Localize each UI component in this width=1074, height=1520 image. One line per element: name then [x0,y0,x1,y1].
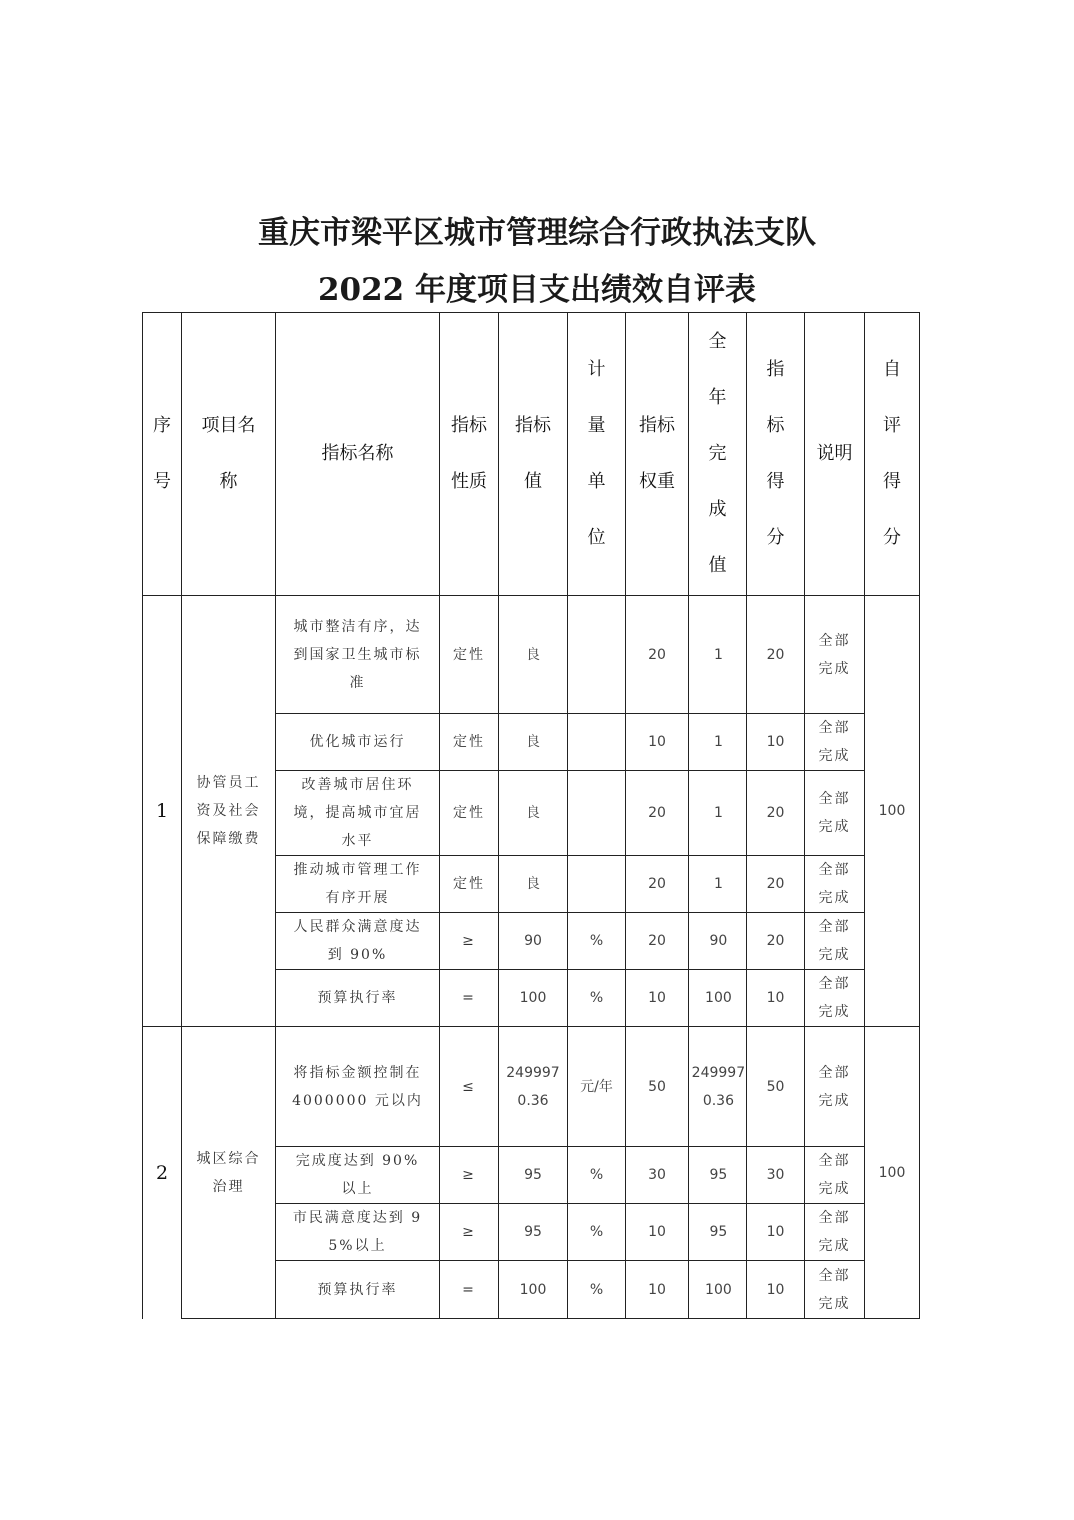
self-score-cell: 100 [865,596,920,1027]
indicator-value-cell: 100 [499,1261,568,1319]
weight-cell: 20 [626,771,689,856]
header-indicator-score: 指标得分 [747,313,805,596]
indicator-name-cell: 优化城市运行 [276,714,440,771]
description-cell: 全部完成 [805,1027,865,1147]
indicator-score-cell: 10 [747,714,805,771]
unit-cell: 元/年 [568,1027,626,1147]
weight-cell: 50 [626,1027,689,1147]
description-cell: 全部完成 [805,856,865,913]
weight-cell: 30 [626,1147,689,1204]
header-description: 说明 [805,313,865,596]
performance-evaluation-table [142,312,920,1319]
indicator-nature-cell: ≥ [440,1204,499,1261]
description-cell: 全部完成 [805,771,865,856]
header-indicator-value: 指标值 [499,313,568,596]
indicator-nature-cell: ≥ [440,913,499,970]
annual-completion-cell: 1 [689,856,747,913]
description-cell: 全部完成 [805,1204,865,1261]
annual-completion-cell: 1 [689,714,747,771]
indicator-nature-cell: = [440,1261,499,1319]
indicator-score-cell: 50 [747,1027,805,1147]
unit-cell: % [568,1204,626,1261]
indicator-name-cell: 改善城市居住环境，提高城市宜居水平 [276,771,440,856]
weight-cell: 20 [626,913,689,970]
annual-completion-cell: 100 [689,1261,747,1319]
seq-cell: 1 [143,596,182,1027]
indicator-value-cell: 90 [499,913,568,970]
document-title-line2: 2022 年度项目支出绩效自评表 [317,272,757,308]
description-cell: 全部完成 [805,970,865,1027]
indicator-nature-cell: ≥ [440,1147,499,1204]
header-indicator-name: 指标名称 [276,313,440,596]
indicator-nature-cell: 定性 [440,856,499,913]
indicator-score-cell: 20 [747,596,805,714]
indicator-name-cell: 城市整洁有序，达到国家卫生城市标准 [276,596,440,714]
unit-cell [568,596,626,714]
annual-completion-cell: 100 [689,970,747,1027]
indicator-score-cell: 10 [747,1261,805,1319]
indicator-nature-cell: = [440,970,499,1027]
header-unit: 计量单位 [568,313,626,596]
project-name-cell: 协管员工资及社会保障缴费 [182,596,276,1027]
description-cell: 全部完成 [805,596,865,714]
indicator-score-cell: 10 [747,1204,805,1261]
self-score-cell: 100 [865,1027,920,1319]
description-cell: 全部完成 [805,913,865,970]
indicator-value-cell: 良 [499,856,568,913]
indicator-value-cell: 良 [499,596,568,714]
unit-cell: % [568,1261,626,1319]
annual-completion-cell: 95 [689,1147,747,1204]
indicator-value-cell: 100 [499,970,568,1027]
indicator-score-cell: 20 [747,913,805,970]
indicator-name-cell: 市民满意度达到 95%以上 [276,1204,440,1261]
indicator-name-cell: 预算执行率 [276,970,440,1027]
document-title-line1: 重庆市梁平区城市管理综合行政执法支队 [258,215,816,251]
weight-cell: 10 [626,1261,689,1319]
unit-cell [568,771,626,856]
indicator-name-cell: 预算执行率 [276,1261,440,1319]
indicator-value-cell: 2499970.36 [499,1027,568,1147]
description-cell: 全部完成 [805,1147,865,1204]
indicator-name-cell: 推动城市管理工作有序开展 [276,856,440,913]
unit-cell [568,856,626,913]
indicator-nature-cell: 定性 [440,771,499,856]
table-row [143,596,920,714]
seq-cell: 2 [143,1027,182,1319]
indicator-name-cell: 将指标金额控制在4000000 元以内 [276,1027,440,1147]
weight-cell: 10 [626,714,689,771]
unit-cell: % [568,970,626,1027]
header-weight: 指标权重 [626,313,689,596]
indicator-score-cell: 30 [747,1147,805,1204]
header-self-score: 自评得分 [865,313,920,596]
header-seq: 序号 [143,313,182,596]
indicator-nature-cell: 定性 [440,714,499,771]
unit-cell [568,714,626,771]
annual-completion-cell: 2499970.36 [689,1027,747,1147]
annual-completion-cell: 1 [689,596,747,714]
unit-cell: % [568,1147,626,1204]
indicator-score-cell: 20 [747,771,805,856]
description-cell: 全部完成 [805,1261,865,1319]
header-project-name: 项目名称 [182,313,276,596]
weight-cell: 10 [626,970,689,1027]
header-indicator-nature: 指标性质 [440,313,499,596]
weight-cell: 20 [626,596,689,714]
project-name-cell: 城区综合治理 [182,1027,276,1319]
indicator-name-cell: 人民群众满意度达到 90% [276,913,440,970]
annual-completion-cell: 90 [689,913,747,970]
indicator-score-cell: 10 [747,970,805,1027]
indicator-value-cell: 良 [499,771,568,856]
indicator-value-cell: 良 [499,714,568,771]
indicator-nature-cell: ≤ [440,1027,499,1147]
indicator-score-cell: 20 [747,856,805,913]
header-annual-completion: 全年完成值 [689,313,747,596]
indicator-value-cell: 95 [499,1204,568,1261]
indicator-value-cell: 95 [499,1147,568,1204]
annual-completion-cell: 1 [689,771,747,856]
unit-cell: % [568,913,626,970]
table-row [143,1027,920,1147]
header-row [143,313,920,596]
weight-cell: 20 [626,856,689,913]
annual-completion-cell: 95 [689,1204,747,1261]
indicator-name-cell: 完成度达到 90%以上 [276,1147,440,1204]
weight-cell: 10 [626,1204,689,1261]
description-cell: 全部完成 [805,714,865,771]
indicator-nature-cell: 定性 [440,596,499,714]
